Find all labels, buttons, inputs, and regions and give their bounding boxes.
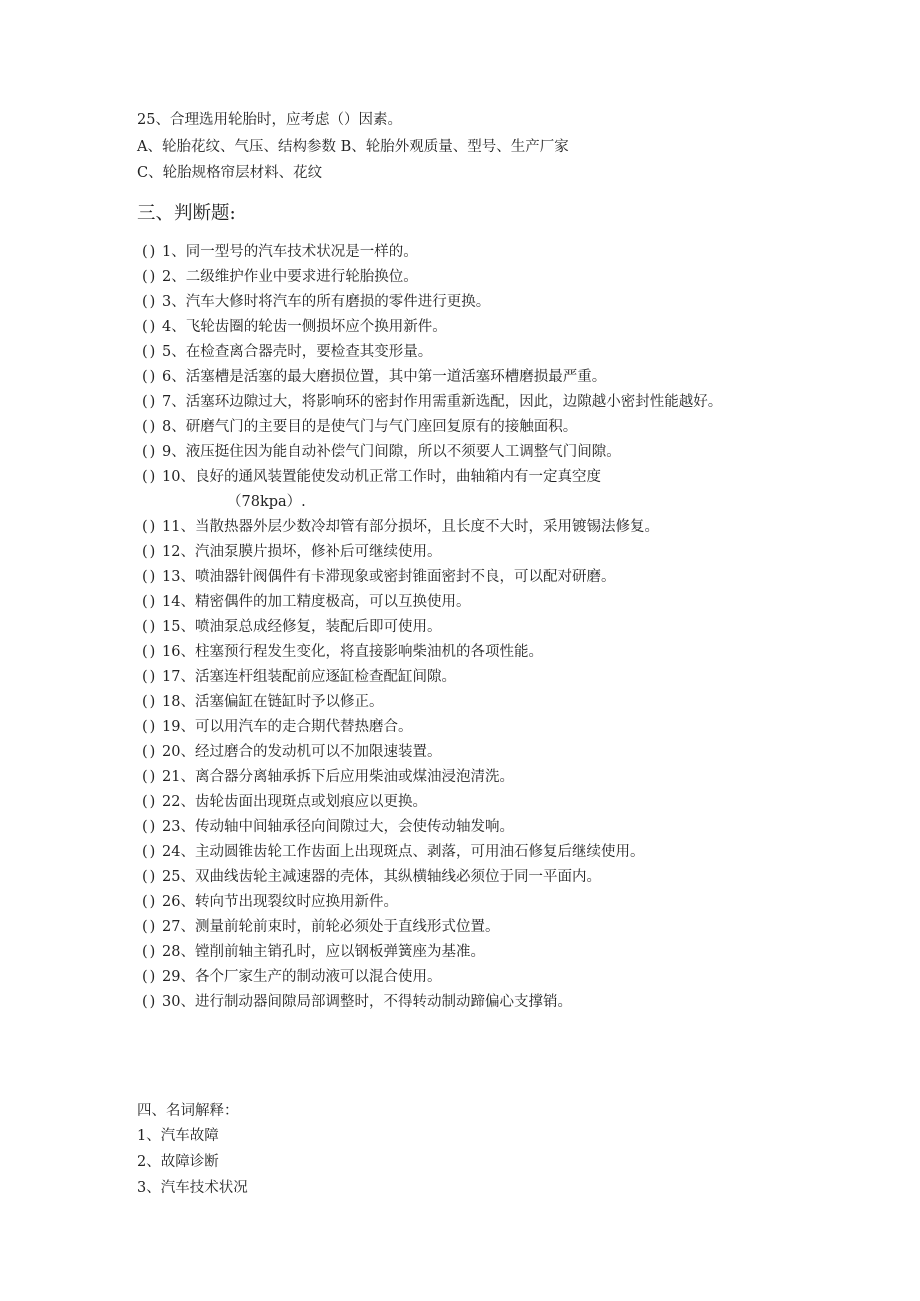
answer-bracket: () xyxy=(142,444,158,460)
judge-item-11 xyxy=(142,515,882,540)
answer-bracket: () xyxy=(142,369,158,385)
judge-text: 1、同一型号的汽车技术状况是一样的。 xyxy=(162,244,418,260)
section-4-title: 四、名词解释： xyxy=(137,1103,239,1119)
question-25-option-c: C、轮胎规格帘层材料、花纹 xyxy=(137,165,323,181)
judge-text: 18、活塞偏缸在链缸时予以修正。 xyxy=(162,694,384,710)
judge-item-1 xyxy=(142,240,882,265)
answer-bracket: () xyxy=(142,469,158,485)
judge-item-30 xyxy=(142,990,882,1015)
judge-text: 12、汽油泵膜片损坏，修补后可继续使用。 xyxy=(162,544,442,560)
judge-item-19 xyxy=(142,715,882,740)
judge-text: 11、当散热器外层少数冷却管有部分损坏，且长度不大时，采用镀锡法修复。 xyxy=(162,519,659,535)
judge-text: 27、测量前轮前束时，前轮必须处于直线形式位置。 xyxy=(162,919,500,935)
answer-bracket: () xyxy=(142,644,158,660)
judge-text: 19、可以用汽车的走合期代替热磨合。 xyxy=(162,719,413,735)
answer-bracket: () xyxy=(142,569,158,585)
judge-item-7 xyxy=(142,390,882,415)
judge-text: 7、活塞环边隙过大，将影响环的密封作用需重新选配，因此，边隙越小密封性能越好。 xyxy=(162,394,723,410)
judge-text-continuation: （78kpa）. xyxy=(227,494,306,510)
answer-bracket: () xyxy=(142,719,158,735)
judge-text: 28、镗削前轴主销孔时，应以钢板弹簧座为基准。 xyxy=(162,944,485,960)
judge-item-15 xyxy=(142,615,882,640)
judge-item-10 xyxy=(142,465,882,515)
judge-item-13 xyxy=(142,565,882,590)
judge-text: 6、活塞槽是活塞的最大磨损位置，其中第一道活塞环槽磨损最严重。 xyxy=(162,369,607,385)
judge-item-29 xyxy=(142,965,882,990)
judge-text: 26、转向节出现裂纹时应换用新件。 xyxy=(162,894,398,910)
judge-item-6 xyxy=(142,365,882,390)
judge-text: 22、齿轮齿面出现斑点或划痕应以更换。 xyxy=(162,794,427,810)
answer-bracket: () xyxy=(142,319,158,335)
answer-bracket: () xyxy=(142,694,158,710)
answer-bracket: () xyxy=(142,769,158,785)
term-1: 1、汽车故障 xyxy=(137,1128,219,1144)
question-25: 25、合理选用轮胎时，应考虑（）因素。 xyxy=(137,112,402,128)
judge-item-14 xyxy=(142,590,882,615)
judge-text: 30、进行制动器间隙局部调整时，不得转动制动蹄偏心支撑销。 xyxy=(162,994,572,1010)
answer-bracket: () xyxy=(142,344,158,360)
judge-text: 23、传动轴中间轴承径向间隙过大，会使传动轴发响。 xyxy=(162,819,514,835)
answer-bracket: () xyxy=(142,744,158,760)
judge-text: 14、精密偶件的加工精度极高，可以互换使用。 xyxy=(162,594,471,610)
answer-bracket: () xyxy=(142,594,158,610)
judge-text: 3、汽车大修时将汽车的所有磨损的零件进行更换。 xyxy=(162,294,491,310)
judge-text: 24、主动圆锥齿轮工作齿面上出现斑点、剥落，可用油石修复后继续使用。 xyxy=(162,844,645,860)
judge-text: 20、经过磨合的发动机可以不加限速装置。 xyxy=(162,744,442,760)
answer-bracket: () xyxy=(142,994,158,1010)
judge-text: 13、喷油器针阀偶件有卡滞现象或密封锥面密封不良，可以配对研磨。 xyxy=(162,569,616,585)
judge-text: 16、柱塞预行程发生变化，将直接影响柴油机的各项性能。 xyxy=(162,644,543,660)
judge-text: 21、离合器分离轴承拆下后应用柴油或煤油浸泡清洗。 xyxy=(162,769,514,785)
judge-item-4 xyxy=(142,315,882,340)
judge-item-24 xyxy=(142,840,882,865)
judge-text: 10、良好的通风装置能使发动机正常工作时，曲轴箱内有一定真空度 xyxy=(162,469,601,485)
judge-text: 9、液压挺住因为能自动补偿气门间隙，所以不须要人工调整气门间隙。 xyxy=(162,444,621,460)
judge-item-26 xyxy=(142,890,882,915)
question-25-options-a-b: A、轮胎花纹、气压、结构参数 B、轮胎外观质量、型号、生产厂家 xyxy=(137,139,569,155)
judge-text: 4、飞轮齿圈的轮齿一侧损坏应个换用新件。 xyxy=(162,319,447,335)
term-2: 2、故障诊断 xyxy=(137,1154,219,1170)
answer-bracket: () xyxy=(142,894,158,910)
judge-item-3 xyxy=(142,290,882,315)
answer-bracket: () xyxy=(142,669,158,685)
judge-text: 8、研磨气门的主要目的是使气门与气门座回复原有的接触面积。 xyxy=(162,419,578,435)
judge-item-8 xyxy=(142,415,882,440)
judge-item-5 xyxy=(142,340,882,365)
answer-bracket: () xyxy=(142,394,158,410)
judge-item-9 xyxy=(142,440,882,465)
answer-bracket: () xyxy=(142,419,158,435)
answer-bracket: () xyxy=(142,519,158,535)
true-false-list xyxy=(142,240,882,1015)
answer-bracket: () xyxy=(142,919,158,935)
answer-bracket: () xyxy=(142,944,158,960)
judge-text: 2、二级维护作业中要求进行轮胎换位。 xyxy=(162,269,418,285)
judge-item-18 xyxy=(142,690,882,715)
term-3: 3、汽车技术状况 xyxy=(137,1180,248,1196)
judge-text: 29、各个厂家生产的制动液可以混合使用。 xyxy=(162,969,442,985)
answer-bracket: () xyxy=(142,294,158,310)
judge-item-21 xyxy=(142,765,882,790)
judge-text: 15、喷油泵总成经修复，装配后即可使用。 xyxy=(162,619,442,635)
answer-bracket: () xyxy=(142,544,158,560)
answer-bracket: () xyxy=(142,269,158,285)
judge-item-16 xyxy=(142,640,882,665)
judge-item-17 xyxy=(142,665,882,690)
judge-item-22 xyxy=(142,790,882,815)
answer-bracket: () xyxy=(142,819,158,835)
answer-bracket: () xyxy=(142,869,158,885)
section-3-title: 三、判断题: xyxy=(137,203,236,224)
judge-item-12 xyxy=(142,540,882,565)
judge-item-20 xyxy=(142,740,882,765)
answer-bracket: () xyxy=(142,244,158,260)
answer-bracket: () xyxy=(142,969,158,985)
judge-item-2 xyxy=(142,265,882,290)
judge-item-28 xyxy=(142,940,882,965)
judge-text: 17、活塞连杆组装配前应逐缸检查配缸间隙。 xyxy=(162,669,456,685)
judge-item-23 xyxy=(142,815,882,840)
answer-bracket: () xyxy=(142,794,158,810)
judge-text: 25、双曲线齿轮主减速器的壳体，其纵横轴线必须位于同一平面内。 xyxy=(162,869,601,885)
answer-bracket: () xyxy=(142,619,158,635)
judge-text: 5、在检查离合器壳时，要检查其变形量。 xyxy=(162,344,433,360)
answer-bracket: () xyxy=(142,844,158,860)
judge-item-27 xyxy=(142,915,882,940)
judge-item-25 xyxy=(142,865,882,890)
